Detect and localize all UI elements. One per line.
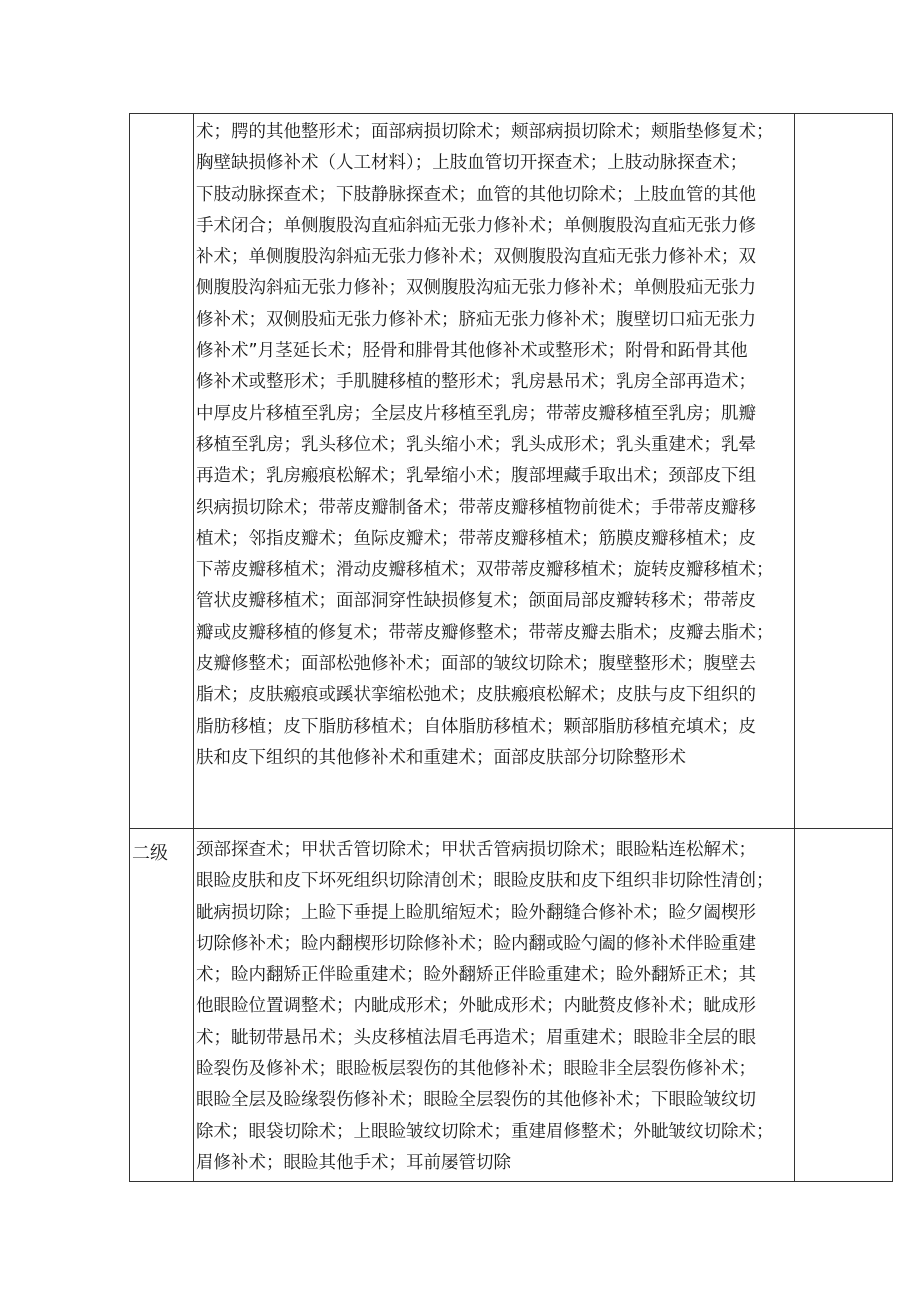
table-row: [130, 829, 893, 1182]
procedures-cell: [194, 114, 795, 829]
procedure-table: [129, 113, 893, 1182]
level-cell: [130, 114, 194, 829]
level-cell: [130, 829, 194, 1182]
level-label: 二级: [132, 843, 168, 864]
remarks-cell: [795, 114, 893, 829]
table-row: [130, 114, 893, 829]
procedures-text: 术；腭的其他整形术；面部病损切除术；颊部病损切除术；颊脂垫修复术； 胸壁缺损修补术（人工材料）；上肢血管切开探查术；上肢动脉探查术； 下肢动脉探查术；下肢静脉探查术；血管的其他切除术；上肢血管的其他 手术闭合；单侧腹股沟直疝斜疝无张力修补术；单侧腹股沟直疝无张力修 补术；单侧腹股沟斜疝无张力修补术；双侧腹股沟直疝无张力修补术；双 侧腹股沟斜疝无张力修补；双侧腹股沟疝无张力修补术；单侧股疝无张力 修补术；双侧股疝无张力修补术；脐疝无张力修补术；腹壁切口疝无张力 修补术”月茎延长术；胫骨和腓骨其他修补术或整形术；附骨和跖骨其他 修补术或整形术；手肌腱移植的整形术；乳房悬吊术；乳房全部再造术； 中厚皮片移植至乳房；全层皮片移植至乳房；带蒂皮瓣移植至乳房；肌瓣 移植至乳房；乳头移位术；乳头缩小术；乳头成形术；乳头重建术；乳晕 再造术；乳房瘢痕松解术；乳晕缩小术；腹部埋藏手取出术；颈部皮下组 织病损切除术；带蒂皮瓣制备术；带蒂皮瓣移植物前徙术；手带蒂皮瓣移 植术；邻指皮瓣术；鱼际皮瓣术；带蒂皮瓣移植术；筋膜皮瓣移植术；皮 下蒂皮瓣移植术；滑动皮瓣移植术；双带蒂皮瓣移植术；旋转皮瓣移植术； 管状皮瓣移植术；面部洞穿性缺损修复术；颌面局部皮瓣转移术；带蒂皮 瓣或皮瓣移植的修复术；带蒂皮瓣修整术；带蒂皮瓣去脂术；皮瓣去脂术； 皮瓣修整术；面部松弛修补术；面部的皱纹切除术；腹壁整形术；腹壁去 脂术；皮肤瘢痕或蹊状挛缩松弛术；皮肤瘢痕松解术；皮肤与皮下组织的 脂肪移植；皮下脂肪移植术；自体脂肪移植术；颗部脂肪移植充填术；皮 肤和皮下组织的其他修补术和重建术；面部皮肤部分切除整形术: [196, 122, 774, 768]
level-label: [130, 114, 193, 123]
procedures-text: 颈部探查术；甲状舌管切除术；甲状舌管病损切除术；眼睑粘连松解术； 眼睑皮肤和皮下坏死组织切除清创术；眼睑皮肤和皮下组织非切除性清创； 眦病损切除；上睑下垂提上睑肌缩短术；睑外翻缝合修补术；睑夕阖楔形 切除修补术；睑内翻楔形切除修补术；睑内翻或睑勺阖的修补术伴睑重建 术；睑内翻矫正伴睑重建术；睑外翻矫正伴睑重建术；睑外翻矫正术；其 他眼睑位置调整术；内眦成形术；外眦成形术；内眦赘皮修补术；眦成形 术；眦韧带悬吊术；头皮移植法眉毛再造术；眉重建术；眼睑非全层的眼 睑裂伤及修补术；眼睑板层裂伤的其他修补术；眼睑非全层裂伤修补术； 眼睑全层及睑缘裂伤修补术；眼睑全层裂伤的其他修补术；下眼睑皱纹切 除术；眼袋切除术；上眼睑皱纹切除术；重建眉修整术；外眦皱纹切除术； 眉修补术；眼睑其他手术；耳前屡管切除: [196, 840, 774, 1173]
procedures-cell: [194, 829, 795, 1182]
remarks-cell: [795, 829, 893, 1182]
